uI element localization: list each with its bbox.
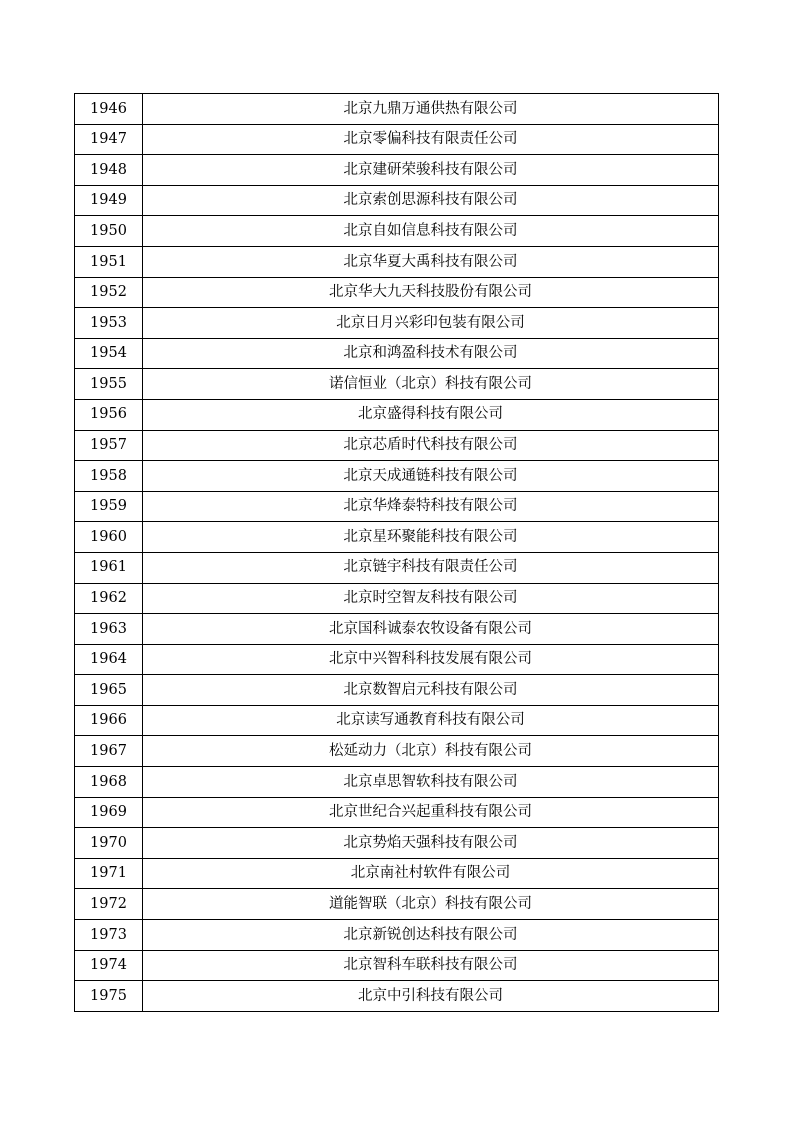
row-number-cell: 1969 bbox=[75, 797, 143, 828]
row-number-cell: 1964 bbox=[75, 644, 143, 675]
company-name-cell: 北京华大九天科技股份有限公司 bbox=[143, 277, 719, 308]
company-name-cell: 北京南社村软件有限公司 bbox=[143, 858, 719, 889]
company-name-cell: 北京华烽泰特科技有限公司 bbox=[143, 491, 719, 522]
company-name-cell: 北京卓思智软科技有限公司 bbox=[143, 767, 719, 798]
row-number-cell: 1955 bbox=[75, 369, 143, 400]
table-row bbox=[75, 277, 719, 308]
row-number-cell: 1962 bbox=[75, 583, 143, 614]
row-number-cell: 1963 bbox=[75, 614, 143, 645]
table-row bbox=[75, 920, 719, 951]
company-name-cell: 北京中引科技有限公司 bbox=[143, 981, 719, 1012]
table-row bbox=[75, 124, 719, 155]
row-number-cell: 1975 bbox=[75, 981, 143, 1012]
company-name-cell: 北京建研荣骏科技有限公司 bbox=[143, 155, 719, 186]
table-row bbox=[75, 889, 719, 920]
row-number-cell: 1956 bbox=[75, 399, 143, 430]
table-row bbox=[75, 675, 719, 706]
company-name-cell: 北京华夏大禹科技有限公司 bbox=[143, 246, 719, 277]
company-name-cell: 北京天成通链科技有限公司 bbox=[143, 461, 719, 492]
row-number-cell: 1966 bbox=[75, 705, 143, 736]
row-number-cell: 1960 bbox=[75, 522, 143, 553]
company-name-cell: 道能智联（北京）科技有限公司 bbox=[143, 889, 719, 920]
row-number-cell: 1957 bbox=[75, 430, 143, 461]
company-list-table bbox=[74, 93, 719, 1012]
row-number-cell: 1972 bbox=[75, 889, 143, 920]
company-name-cell: 松延动力（北京）科技有限公司 bbox=[143, 736, 719, 767]
table-row bbox=[75, 705, 719, 736]
row-number-cell: 1959 bbox=[75, 491, 143, 522]
table-row bbox=[75, 155, 719, 186]
table-row bbox=[75, 767, 719, 798]
table-row bbox=[75, 308, 719, 339]
company-name-cell: 北京势焰天强科技有限公司 bbox=[143, 828, 719, 859]
table-row bbox=[75, 614, 719, 645]
row-number-cell: 1952 bbox=[75, 277, 143, 308]
table-row bbox=[75, 950, 719, 981]
company-name-cell: 北京盛得科技有限公司 bbox=[143, 399, 719, 430]
company-name-cell: 北京智科车联科技有限公司 bbox=[143, 950, 719, 981]
table-row bbox=[75, 246, 719, 277]
row-number-cell: 1965 bbox=[75, 675, 143, 706]
table-row bbox=[75, 828, 719, 859]
company-name-cell: 北京读写通教育科技有限公司 bbox=[143, 705, 719, 736]
row-number-cell: 1948 bbox=[75, 155, 143, 186]
table-row bbox=[75, 583, 719, 614]
row-number-cell: 1967 bbox=[75, 736, 143, 767]
table-row bbox=[75, 399, 719, 430]
company-name-cell: 北京数智启元科技有限公司 bbox=[143, 675, 719, 706]
company-name-cell: 诺信恒业（北京）科技有限公司 bbox=[143, 369, 719, 400]
table-row bbox=[75, 552, 719, 583]
company-name-cell: 北京和鸿盈科技术有限公司 bbox=[143, 338, 719, 369]
table-row bbox=[75, 338, 719, 369]
company-name-cell: 北京九鼎万通供热有限公司 bbox=[143, 94, 719, 125]
row-number-cell: 1968 bbox=[75, 767, 143, 798]
company-name-cell: 北京自如信息科技有限公司 bbox=[143, 216, 719, 247]
company-name-cell: 北京索创思源科技有限公司 bbox=[143, 185, 719, 216]
company-name-cell: 北京新锐创达科技有限公司 bbox=[143, 920, 719, 951]
company-list-body bbox=[75, 94, 719, 1012]
table-row bbox=[75, 430, 719, 461]
row-number-cell: 1950 bbox=[75, 216, 143, 247]
company-name-cell: 北京星环聚能科技有限公司 bbox=[143, 522, 719, 553]
table-row bbox=[75, 858, 719, 889]
table-row bbox=[75, 185, 719, 216]
table-row bbox=[75, 522, 719, 553]
row-number-cell: 1946 bbox=[75, 94, 143, 125]
company-name-cell: 北京链宇科技有限责任公司 bbox=[143, 552, 719, 583]
table-row bbox=[75, 491, 719, 522]
company-name-cell: 北京世纪合兴起重科技有限公司 bbox=[143, 797, 719, 828]
row-number-cell: 1951 bbox=[75, 246, 143, 277]
table-row bbox=[75, 797, 719, 828]
table-row bbox=[75, 461, 719, 492]
row-number-cell: 1958 bbox=[75, 461, 143, 492]
row-number-cell: 1974 bbox=[75, 950, 143, 981]
row-number-cell: 1970 bbox=[75, 828, 143, 859]
company-name-cell: 北京芯盾时代科技有限公司 bbox=[143, 430, 719, 461]
row-number-cell: 1973 bbox=[75, 920, 143, 951]
company-name-cell: 北京国科诚泰农牧设备有限公司 bbox=[143, 614, 719, 645]
table-row bbox=[75, 736, 719, 767]
company-name-cell: 北京零偏科技有限责任公司 bbox=[143, 124, 719, 155]
row-number-cell: 1954 bbox=[75, 338, 143, 369]
table-row bbox=[75, 94, 719, 125]
row-number-cell: 1961 bbox=[75, 552, 143, 583]
row-number-cell: 1949 bbox=[75, 185, 143, 216]
row-number-cell: 1971 bbox=[75, 858, 143, 889]
table-row bbox=[75, 981, 719, 1012]
company-name-cell: 北京时空智友科技有限公司 bbox=[143, 583, 719, 614]
table-row bbox=[75, 644, 719, 675]
company-name-cell: 北京日月兴彩印包装有限公司 bbox=[143, 308, 719, 339]
table-row bbox=[75, 216, 719, 247]
company-name-cell: 北京中兴智科科技发展有限公司 bbox=[143, 644, 719, 675]
row-number-cell: 1953 bbox=[75, 308, 143, 339]
table-row bbox=[75, 369, 719, 400]
row-number-cell: 1947 bbox=[75, 124, 143, 155]
